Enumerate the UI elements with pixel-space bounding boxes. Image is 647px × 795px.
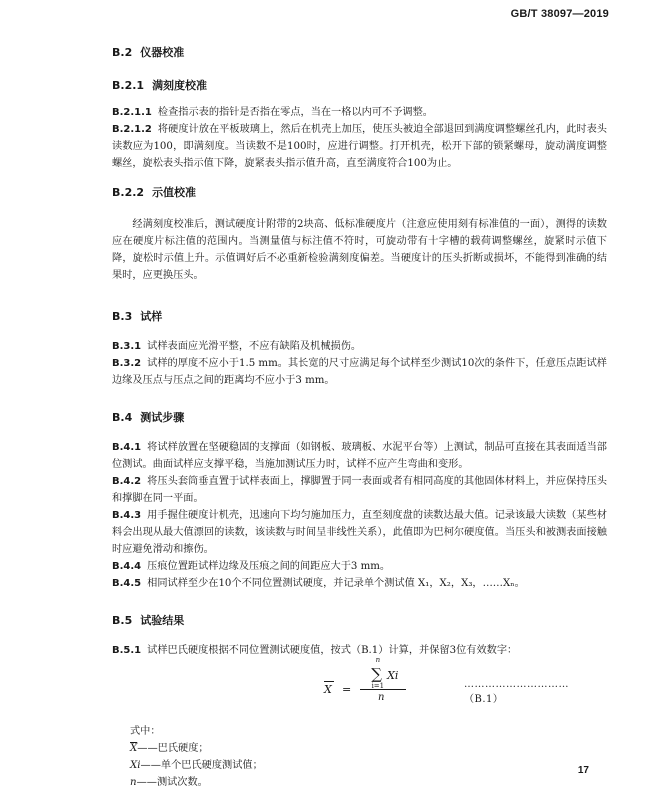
- clause-b31: [112, 338, 607, 355]
- clause-text: 将硬度计放在平板玻璃上，然后在机壳上加压，使压头被迫全部退回到满度调整螺丝孔内，此时表头读数应为100，即满刻度。当读数不是100时，应进行调整。打开机壳，松开下部的锁紧螺母，旋动满度调整螺丝，旋松表头指示值下降，旋紧表头指示值升高，直至满度符合100为止。: [112, 124, 607, 169]
- formula-label: [464, 679, 607, 705]
- paragraph-b22: 经满刻度校准后，测试硬度计附带的2块高、低标准硬度片（注意应使用刻有标准值的一面），测得的读数应在硬度片标注值的范围内。当测量值与标注值不符时，可旋动带有十字槽的载荷调整螺丝，旋紧时示值下降，旋松时示值上升。示值调好后不必重新检验满刻度偏差。当硬度计的压头折断或损坏，不能得到准确的结果时，应更换压头。: [112, 219, 607, 281]
- clause-b32: [112, 355, 607, 389]
- standard-code: GB/T 38097—2019: [510, 8, 609, 20]
- clause-b43: [112, 507, 607, 558]
- clause-number: B.4.3: [112, 510, 142, 521]
- formula-equals: =: [342, 683, 352, 696]
- definitions-intro: 式中：: [130, 726, 161, 737]
- section-number: B.2: [112, 46, 133, 59]
- sum-term: Xi: [387, 669, 399, 682]
- definition-item: [130, 740, 607, 757]
- definition-symbol: Xi: [130, 760, 141, 771]
- definition-text: ——巴氏硬度；: [137, 743, 209, 754]
- clause-number: B.2.1.2: [112, 124, 152, 135]
- formula-b1: [112, 656, 607, 723]
- clause-text: 试样的厚度不应小于1.5 mm。其长宽的尺寸应满足每个试样至少测试10次的条件下，任意压点距试样边缘及压点与压点之间的距离均不应小于3 mm。: [112, 358, 607, 386]
- definition-item: [130, 757, 607, 774]
- section-title: 试验结果: [140, 614, 185, 627]
- definition-text: ——测试次数。: [136, 777, 208, 788]
- clause-number: B.5.1: [112, 645, 142, 656]
- section-number: B.2.1: [112, 79, 145, 92]
- section-title: 满刻度校准: [152, 79, 208, 92]
- fraction-bar: [360, 689, 406, 690]
- clause-b41: [112, 439, 607, 473]
- clause-b45: [112, 575, 607, 592]
- clause-number: B.2.1.1: [112, 107, 152, 118]
- section-title: 测试步骤: [140, 411, 185, 424]
- section-title: 仪器校准: [140, 46, 185, 59]
- clause-text: 将压头套筒垂直置于试样表面上，撑脚置于同一表面或者有相同高度的其他固体材料上，并应保持压头和撑脚在同一平面。: [112, 476, 607, 504]
- section-heading-b2: [112, 44, 607, 60]
- formula-lhs: X: [324, 683, 332, 696]
- definition-item: [130, 774, 607, 791]
- clause-text: 相同试样至少在10个不同位置测试硬度，并记录单个测试值 X₁，X₂，X₃，……Xₙ。: [147, 578, 525, 589]
- section-title: 试样: [140, 310, 163, 323]
- clause-number: B.4.2: [112, 476, 142, 487]
- clause-number: B.3.1: [112, 341, 142, 352]
- section-heading-b22: [112, 184, 607, 200]
- formula-number: （B.1）: [464, 694, 504, 705]
- sum-upper-limit: n: [375, 656, 381, 664]
- sum-symbol: ∑: [371, 665, 382, 683]
- clause-b211: [112, 104, 607, 121]
- clause-number: B.4.4: [112, 561, 142, 572]
- section-number: B.3: [112, 310, 133, 323]
- clause-b212: [112, 121, 607, 172]
- clause-number: B.4.5: [112, 578, 142, 589]
- clause-b42: [112, 473, 607, 507]
- page-content: [112, 44, 607, 791]
- clause-text: 检查指示表的指针是否指在零点，当在一格以内可不予调整。: [157, 107, 433, 118]
- section-heading-b4: [112, 409, 607, 425]
- section-heading-b3: [112, 308, 607, 324]
- section-number: B.4: [112, 411, 133, 424]
- clause-text: 试样表面应光滑平整，不应有缺陷及机械损伤。: [147, 341, 362, 352]
- formula-leader: …………………………: [464, 679, 569, 690]
- clause-text: 将试样放置在坚硬稳固的支撑面（如钢板、玻璃板、水泥平台等）上测试，制品可直接在其表面适当部位测试。曲面试样应支撑平稳，当施加测试压力时，试样不应产生弯曲和变形。: [112, 442, 607, 470]
- section-heading-b5: [112, 612, 607, 628]
- page-number: 17: [577, 765, 589, 776]
- section-number: B.2.2: [112, 186, 145, 199]
- clause-text: 用手握住硬度计机壳，迅速向下均匀施加压力，直至刻度盘的读数达最大值。记录该最大读数（某些材料会出现从最大值漂回的读数，该读数与时间呈非线性关系），此值即为巴柯尔硬度值。当压头和被测表面接触时应避免滑动和擦伤。: [112, 510, 607, 555]
- section-heading-b21: [112, 77, 607, 93]
- clause-text: 压痕位置距试样边缘及压痕之间的间距应大于3 mm。: [147, 561, 391, 572]
- section-number: B.5: [112, 614, 133, 627]
- clause-b51: [112, 642, 607, 659]
- sum-lower-limit: i=1: [371, 682, 385, 690]
- clause-number: B.3.2: [112, 358, 142, 369]
- section-title: 示值校准: [152, 186, 197, 199]
- formula-numerator: [360, 656, 408, 690]
- formula-denominator: n: [378, 692, 385, 703]
- definition-text: ——单个巴氏硬度测试值；: [140, 760, 263, 771]
- clause-number: B.4.1: [112, 442, 142, 453]
- clause-text: 试样巴氏硬度根据不同位置测试硬度值，按式（B.1）计算，并保留3位有效数字：: [147, 645, 518, 656]
- clause-b44: [112, 558, 607, 575]
- definition-symbol: n: [130, 777, 137, 788]
- definition-symbol: $\overline{X}$: [130, 743, 138, 754]
